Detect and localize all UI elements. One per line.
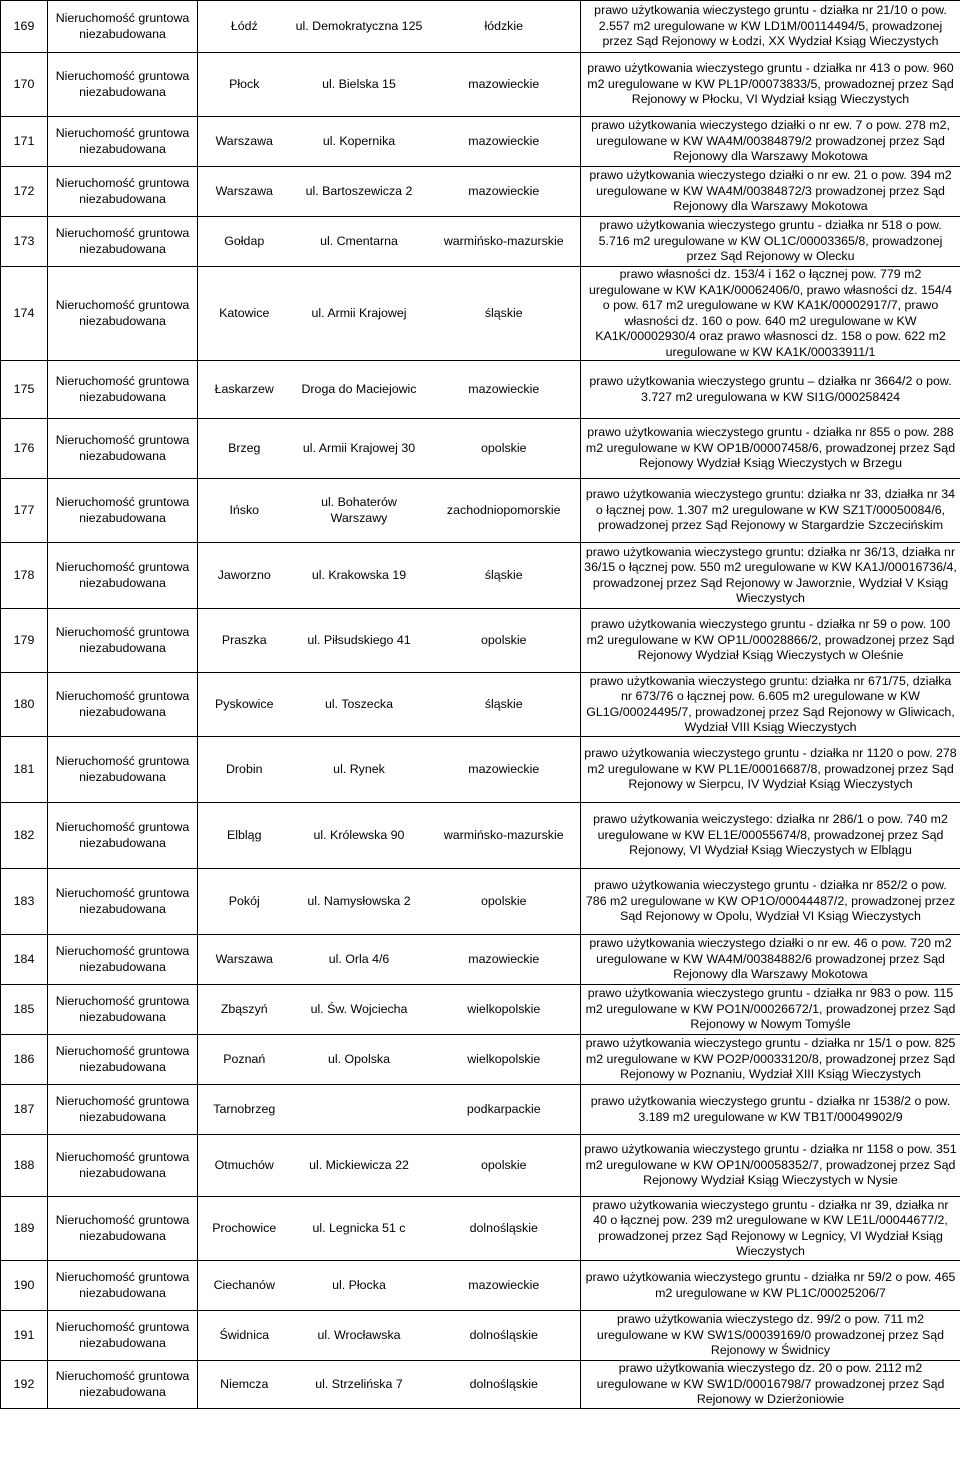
property-region: mazowieckie <box>428 167 581 217</box>
property-street: ul. Piłsudskiego 41 <box>291 609 428 673</box>
property-type: Nieruchomość gruntowa niezabudowana <box>48 1 198 53</box>
property-city: Otmuchów <box>198 1135 291 1197</box>
table-row <box>1 673 960 737</box>
property-right-description: prawo użytkowania wieczystego działki o nr ew. 7 o pow. 278 m2, uregulowane w KW WA4M/00384879/2 prowadzonej przez Sąd Rejonowy dla Warszawy Mokotowa <box>581 117 960 167</box>
row-number: 173 <box>1 217 48 267</box>
property-type: Nieruchomość gruntowa niezabudowana <box>48 935 198 985</box>
table-row <box>1 1361 960 1409</box>
property-region: dolnośląskie <box>428 1361 581 1409</box>
property-street: ul. Bartoszewicza 2 <box>291 167 428 217</box>
property-region: warmińsko-mazurskie <box>428 217 581 267</box>
property-right-description: prawo użytkowania wieczystego działki o nr ew. 46 o pow. 720 m2 uregulowane w KW WA4M/00384882/6 prowadzonej przez Sąd Rejonowy dla Warszawy Mokotowa <box>581 935 960 985</box>
property-city: Łódź <box>198 1 291 53</box>
property-right-description: prawo użytkowania wieczystego gruntu - działka nr 413 o pow. 960 m2 uregulowane w KW PL1P/00073833/5, prowadoznej przez Sąd Rejonowy w Płocku, VI Wydział ksiąg Wieczystych <box>581 53 960 117</box>
property-type: Nieruchomość gruntowa niezabudowana <box>48 117 198 167</box>
property-street: ul. Toszecka <box>291 673 428 737</box>
row-number: 180 <box>1 673 48 737</box>
property-street <box>291 1085 428 1135</box>
property-right-description: prawo użytkowania wieczystego gruntu - działka nr 1158 o pow. 351 m2 uregulowane w KW OP1N/00058352/7, prowadzonej przez Sąd Rejonowy Wydział Ksiąg Wieczystych w Nysie <box>581 1135 960 1197</box>
row-number: 190 <box>1 1261 48 1311</box>
row-number: 181 <box>1 737 48 803</box>
table-row <box>1 167 960 217</box>
row-number: 174 <box>1 267 48 361</box>
property-type: Nieruchomość gruntowa niezabudowana <box>48 1197 198 1261</box>
table-row <box>1 419 960 479</box>
property-region: mazowieckie <box>428 53 581 117</box>
property-city: Gołdap <box>198 217 291 267</box>
property-region: mazowieckie <box>428 1261 581 1311</box>
property-city: Prochowice <box>198 1197 291 1261</box>
property-type: Nieruchomość gruntowa niezabudowana <box>48 1035 198 1085</box>
property-city: Elbląg <box>198 803 291 869</box>
property-city: Warszawa <box>198 167 291 217</box>
property-street: ul. Kopernika <box>291 117 428 167</box>
property-type: Nieruchomość gruntowa niezabudowana <box>48 217 198 267</box>
table-row <box>1 1085 960 1135</box>
row-number: 176 <box>1 419 48 479</box>
property-street: ul. Krakowska 19 <box>291 543 428 609</box>
property-region: śląskie <box>428 267 581 361</box>
property-region: zachodniopomorskie <box>428 479 581 543</box>
table-row <box>1 609 960 673</box>
property-type: Nieruchomość gruntowa niezabudowana <box>48 419 198 479</box>
property-street: ul. Płocka <box>291 1261 428 1311</box>
row-number: 188 <box>1 1135 48 1197</box>
property-region: dolnośląskie <box>428 1311 581 1361</box>
property-city: Pokój <box>198 869 291 935</box>
property-city: Łaskarzew <box>198 361 291 419</box>
property-street: ul. Bielska 15 <box>291 53 428 117</box>
table-row <box>1 737 960 803</box>
property-type: Nieruchomość gruntowa niezabudowana <box>48 267 198 361</box>
property-right-description: prawo użytkowania wieczystego gruntu: działka nr 36/13, działka nr 36/15 o łącznej pow. 550 m2 uregulowane w KW KA1J/00016736/4, prowadzonej przez Sąd Rejonowy w Jaworznie, Wydział V Ksiąg Wieczystych <box>581 543 960 609</box>
property-street: ul. Armii Krajowej <box>291 267 428 361</box>
property-type: Nieruchomość gruntowa niezabudowana <box>48 1361 198 1409</box>
property-right-description: prawo użytkowania wieczystego gruntu - działka nr 59/2 o pow. 465 m2 uregulowane w KW PL1C/00025206/7 <box>581 1261 960 1311</box>
row-number: 179 <box>1 609 48 673</box>
row-number: 175 <box>1 361 48 419</box>
row-number: 171 <box>1 117 48 167</box>
property-right-description: prawo użytkowania wieczystego gruntu - działka nr 59 o pow. 100 m2 uregulowane w KW OP1L/00028866/2, prowadzonej przez Sąd Rejonowy Wydział Ksiąg Wieczystych w Oleśnie <box>581 609 960 673</box>
row-number: 186 <box>1 1035 48 1085</box>
property-city: Brzeg <box>198 419 291 479</box>
property-street: ul. Opolska <box>291 1035 428 1085</box>
table-row <box>1 479 960 543</box>
property-type: Nieruchomość gruntowa niezabudowana <box>48 361 198 419</box>
table-row <box>1 117 960 167</box>
property-type: Nieruchomość gruntowa niezabudowana <box>48 1085 198 1135</box>
row-number: 189 <box>1 1197 48 1261</box>
property-right-description: prawo użytkowania wieczystego gruntu: działka nr 671/75, działka nr 673/76 o łącznej pow. 6.605 m2 uregulowane w KW GL1G/00024495/7, prowadzonej przez Sąd Rejonowy w Gliwicach, Wydział VIII Ksiąg Wieczystych <box>581 673 960 737</box>
property-right-description: prawo użytkowania wieczystego gruntu: działka nr 33, działka nr 34 o łącznej pow. 1.307 m2 uregulowane w KW SZ1T/00050084/6, prowadzonej przez Sąd Rejonowy w Stargardzie Szczecińskim <box>581 479 960 543</box>
property-city: Pyskowice <box>198 673 291 737</box>
property-right-description: prawo użytkowania wieczystego gruntu - działka nr 983 o pow. 115 m2 uregulowane w KW PO1N/00026672/1, prowadzonej przez Sąd Rejonowy w Nowym Tomyśle <box>581 985 960 1035</box>
property-type: Nieruchomość gruntowa niezabudowana <box>48 53 198 117</box>
row-number: 184 <box>1 935 48 985</box>
property-right-description: prawo użytkowania wieczystego gruntu - działka nr 21/10 o pow. 2.557 m2 uregulowane w KW LD1M/00114494/5, prowadzonej przez Sąd Rejonowy w Łodzi, XX Wydział Ksiąg Wieczystych <box>581 1 960 53</box>
row-number: 172 <box>1 167 48 217</box>
property-type: Nieruchomość gruntowa niezabudowana <box>48 543 198 609</box>
property-type: Nieruchomość gruntowa niezabudowana <box>48 737 198 803</box>
property-street: ul. Demokratyczna 125 <box>291 1 428 53</box>
property-city: Niemcza <box>198 1361 291 1409</box>
property-street: ul. Namysłowska 2 <box>291 869 428 935</box>
property-region: śląskie <box>428 673 581 737</box>
property-type: Nieruchomość gruntowa niezabudowana <box>48 1311 198 1361</box>
property-region: mazowieckie <box>428 935 581 985</box>
property-right-description: prawo użytkowania wieczystego gruntu - działka nr 518 o pow. 5.716 m2 uregulowane w KW OL1C/00003365/8, prowadzonej przez Sąd Rejonowy w Olecku <box>581 217 960 267</box>
property-city: Katowice <box>198 267 291 361</box>
property-region: mazowieckie <box>428 361 581 419</box>
table-row <box>1 267 960 361</box>
property-city: Tarnobrzeg <box>198 1085 291 1135</box>
property-right-description: prawo użytkowania wieczystego gruntu - działka nr 852/2 o pow. 786 m2 uregulowane w KW OP1O/00044487/2, prowadzonej przez Sąd Rejonowy w Opolu, Wydział VI Ksiąg Wieczystych <box>581 869 960 935</box>
table-row <box>1 53 960 117</box>
property-right-description: prawo użytkowania wieczystego gruntu - działka nr 1538/2 o pow. 3.189 m2 uregulowane w KW TB1T/00049902/9 <box>581 1085 960 1135</box>
property-region: mazowieckie <box>428 117 581 167</box>
property-street: ul. Mickiewicza 22 <box>291 1135 428 1197</box>
table-row <box>1 869 960 935</box>
property-right-description: prawo użytkowania wieczystego gruntu - działka nr 1120 o pow. 278 m2 uregulowane w KW PL1E/00016687/8, prowadzonej przez Sąd Rejonowy w Sierpcu, IV Wydział Ksiąg Wieczystych <box>581 737 960 803</box>
row-number: 187 <box>1 1085 48 1135</box>
table-row <box>1 1261 960 1311</box>
property-type: Nieruchomość gruntowa niezabudowana <box>48 1135 198 1197</box>
property-table-body <box>1 1 960 1409</box>
table-row <box>1 935 960 985</box>
table-row <box>1 803 960 869</box>
property-type: Nieruchomość gruntowa niezabudowana <box>48 803 198 869</box>
table-row <box>1 217 960 267</box>
property-street: ul. Strzelińska 7 <box>291 1361 428 1409</box>
property-street: ul. Wrocławska <box>291 1311 428 1361</box>
property-region: opolskie <box>428 869 581 935</box>
row-number: 191 <box>1 1311 48 1361</box>
row-number: 185 <box>1 985 48 1035</box>
table-row <box>1 1197 960 1261</box>
property-street: ul. Orla 4/6 <box>291 935 428 985</box>
property-right-description: prawo użytkowania wieczystego dz. 20 o pow. 2112 m2 uregulowane w KW SW1D/00016798/7 prowadzonej przez Sąd Rejonowy w Dzierżoniowie <box>581 1361 960 1409</box>
property-type: Nieruchomość gruntowa niezabudowana <box>48 985 198 1035</box>
property-right-description: prawo użytkowania weiczystego: działka nr 286/1 o pow. 740 m2 uregulowane w KW EL1E/00055674/8, prowadzonej przez Sąd Rejonowy, VI Wydział Ksiąg Wieczystych w Elblągu <box>581 803 960 869</box>
property-region: opolskie <box>428 609 581 673</box>
property-street: ul. Św. Wojciecha <box>291 985 428 1035</box>
property-type: Nieruchomość gruntowa niezabudowana <box>48 479 198 543</box>
table-row <box>1 1135 960 1197</box>
property-region: podkarpackie <box>428 1085 581 1135</box>
property-right-description: prawo użytkowania wieczystego gruntu - działka nr 15/1 o pow. 825 m2 uregulowane w KW PO2P/00033120/8, prowadzonej przez Sąd Rejonowy w Poznaniu, Wydział XIII Ksiąg Wieczystych <box>581 1035 960 1085</box>
table-row <box>1 361 960 419</box>
property-city: Jaworzno <box>198 543 291 609</box>
property-city: Ińsko <box>198 479 291 543</box>
row-number: 183 <box>1 869 48 935</box>
property-city: Ciechanów <box>198 1261 291 1311</box>
row-number: 178 <box>1 543 48 609</box>
row-number: 182 <box>1 803 48 869</box>
property-region: wielkopolskie <box>428 1035 581 1085</box>
property-right-description: prawo użytkowania wieczystego działki o nr ew. 21 o pow. 394 m2 uregulowane w KW WA4M/00384872/3 prowadzonej przez Sąd Rejonowy dla Warszawy Mokotowa <box>581 167 960 217</box>
property-city: Poznań <box>198 1035 291 1085</box>
property-street: Droga do Maciejowic <box>291 361 428 419</box>
property-city: Praszka <box>198 609 291 673</box>
property-city: Świdnica <box>198 1311 291 1361</box>
row-number: 169 <box>1 1 48 53</box>
table-row <box>1 1 960 53</box>
property-right-description: prawo użytkowania wieczystego gruntu – działka nr 3664/2 o pow. 3.727 m2 uregulowana w KW SI1G/000258424 <box>581 361 960 419</box>
property-city: Drobin <box>198 737 291 803</box>
property-right-description: prawo użytkowania wieczystego gruntu - działka nr 855 o pow. 288 m2 uregulowane w KW OP1B/00007458/6, prowadzonej przez Sąd Rejonowy Wydział Ksiąg Wieczystych w Brzegu <box>581 419 960 479</box>
row-number: 177 <box>1 479 48 543</box>
property-type: Nieruchomość gruntowa niezabudowana <box>48 673 198 737</box>
property-region: mazowieckie <box>428 737 581 803</box>
property-region: opolskie <box>428 1135 581 1197</box>
property-type: Nieruchomość gruntowa niezabudowana <box>48 869 198 935</box>
property-type: Nieruchomość gruntowa niezabudowana <box>48 167 198 217</box>
property-region: warmińsko-mazurskie <box>428 803 581 869</box>
property-street: ul. Cmentarna <box>291 217 428 267</box>
property-region: dolnośląskie <box>428 1197 581 1261</box>
property-street: ul. Legnicka 51 c <box>291 1197 428 1261</box>
property-region: śląskie <box>428 543 581 609</box>
property-region: wielkopolskie <box>428 985 581 1035</box>
table-row <box>1 1035 960 1085</box>
property-right-description: prawo użytkowania wieczystego gruntu - działka nr 39, działka nr 40 o łącznej pow. 239 m2 uregulowane w KW LE1L/00044677/2, prowadzonej przez Sąd Rejonowy w Legnicy, VI Wydział Ksiąg Wieczystych <box>581 1197 960 1261</box>
property-street: ul. Rynek <box>291 737 428 803</box>
table-row <box>1 985 960 1035</box>
property-type: Nieruchomość gruntowa niezabudowana <box>48 609 198 673</box>
table-row <box>1 543 960 609</box>
row-number: 192 <box>1 1361 48 1409</box>
property-region: łódzkie <box>428 1 581 53</box>
property-type: Nieruchomość gruntowa niezabudowana <box>48 1261 198 1311</box>
property-street: ul. Bohaterów Warszawy <box>291 479 428 543</box>
property-right-description: prawo własności dz. 153/4 i 162 o łącznej pow. 779 m2 uregulowane w KW KA1K/00062406/0, prawo własności dz. 154/4 o pow. 617 m2 uregulowane w KW KA1K/00002917/7, prawo własności dz. 160 o pow. 640 m2 uregulowane w KW KA1K/00002930/4 oraz prawo własnosci dz. 158 o pow. 622 m2 uregulowane w KW KA1K/00033911/1 <box>581 267 960 361</box>
property-region: opolskie <box>428 419 581 479</box>
property-city: Zbąszyń <box>198 985 291 1035</box>
property-city: Płock <box>198 53 291 117</box>
property-right-description: prawo użytkowania wieczystego dz. 99/2 o pow. 711 m2 uregulowane w KW SW1S/00039169/0 prowadzonej przez Sąd Rejonowy w Świdnicy <box>581 1311 960 1361</box>
row-number: 170 <box>1 53 48 117</box>
property-street: ul. Armii Krajowej 30 <box>291 419 428 479</box>
table-row <box>1 1311 960 1361</box>
property-city: Warszawa <box>198 935 291 985</box>
property-city: Warszawa <box>198 117 291 167</box>
property-street: ul. Królewska 90 <box>291 803 428 869</box>
